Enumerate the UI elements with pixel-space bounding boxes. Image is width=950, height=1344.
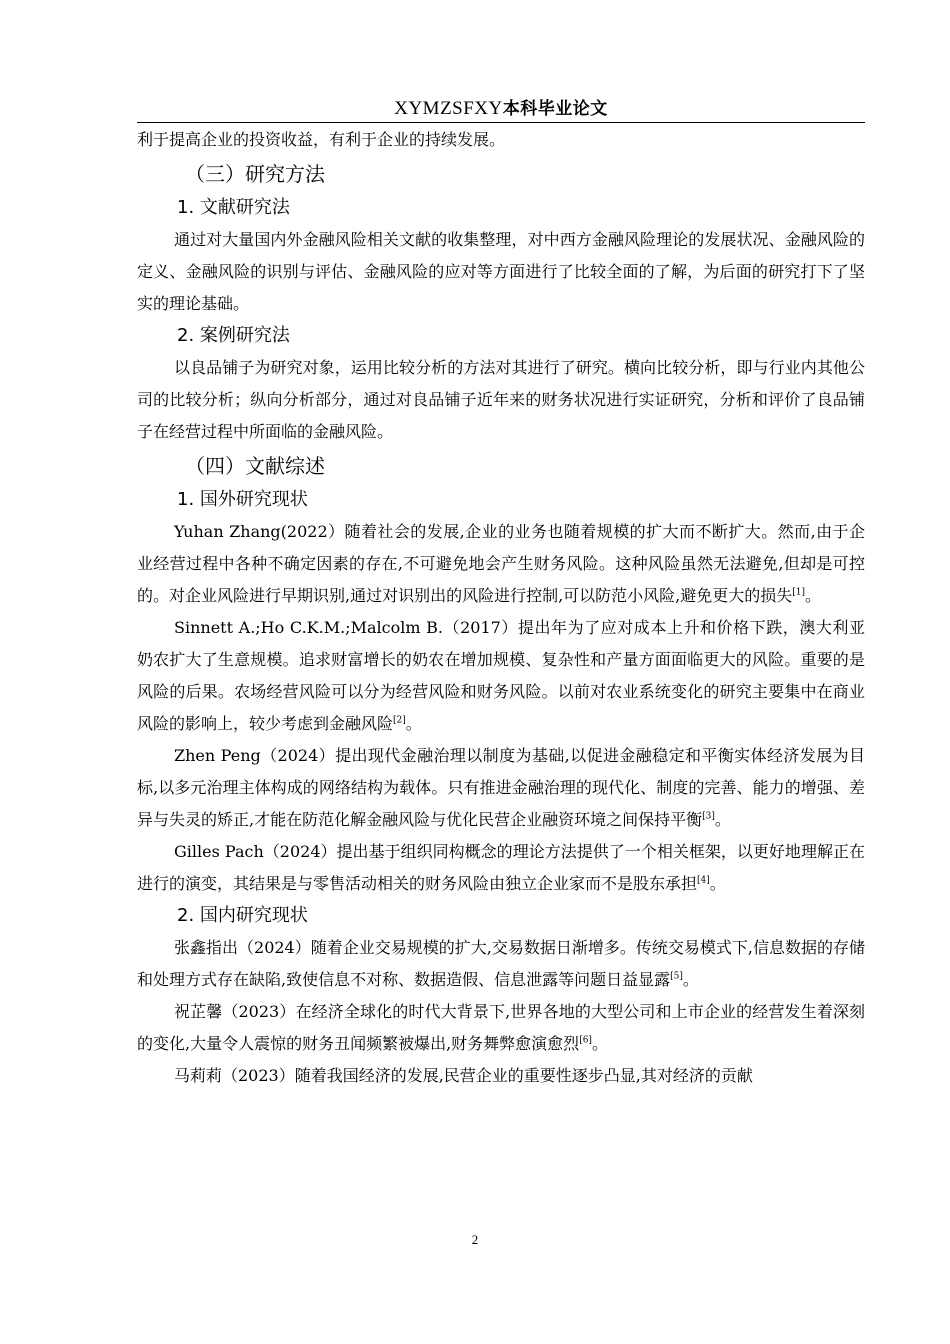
citation-6: [6] <box>579 1035 592 1046</box>
paragraph-text: 祝芷馨（2023）在经济全球化的时代大背景下,世界各地的大型公司和上市企业的经营发生着深刻的变化,大量令人震惊的财务丑闻频繁被爆出,财务舞弊愈演愈烈 <box>137 1002 865 1053</box>
citation-2: [2] <box>393 715 406 726</box>
paragraph-text: Gilles Pach（2024）提出基于组织同构概念的理论方法提供了一个相关框架，以更好地理解正在进行的演变，其结果是与零售活动相关的财务风险由独立企业家而不是股东承担 <box>137 842 865 893</box>
citation-4: [4] <box>697 875 710 886</box>
citation-1: [1] <box>792 587 806 598</box>
paragraph-end: 。 <box>709 874 726 893</box>
paragraph-ref-6 <box>137 996 865 1060</box>
paragraph-ref-4 <box>137 836 865 900</box>
paragraph-text: Yuhan Zhang(2022）随着社会的发展,企业的业务也随着规模的扩大而不断扩大。然而,由于企业经营过程中各种不确定因素的存在,不可避免地会产生财务风险。这种风险虽然无法避免,但却是可控的。对企业风险进行早期识别,通过对识别出的风险进行控制,可以防范小风险,避免更大的损失 <box>137 522 865 605</box>
paragraph-text: 张鑫指出（2024）随着企业交易规模的扩大,交易数据日渐增多。传统交易模式下,信息数据的存储和处理方式存在缺陷,致使信息不对称、数据造假、信息泄露等问题日益显露 <box>137 938 865 989</box>
section-heading-literature-review: （四）文献综述 <box>185 454 325 478</box>
header-chinese: 本科毕业论文 <box>502 99 608 119</box>
page-header <box>137 96 865 123</box>
header-title <box>394 98 608 119</box>
page-number: 2 <box>471 1232 479 1247</box>
paragraph-ref-5 <box>137 932 865 996</box>
section-heading-methods: （三）研究方法 <box>185 162 325 186</box>
subheading-literature-method: 1. 文献研究法 <box>177 197 290 218</box>
paragraph-ref-2 <box>137 612 865 740</box>
paragraph-end: 。 <box>591 1034 608 1053</box>
paragraph-end: 。 <box>805 586 822 605</box>
paragraph-ref-3 <box>137 740 865 836</box>
citation-3: [3] <box>702 811 715 822</box>
paragraph-end: 。 <box>405 714 422 733</box>
paragraph-continued: 利于提高企业的投资收益，有利于企业的持续发展。 <box>137 130 506 149</box>
paragraph-text: Zhen Peng（2024）提出现代金融治理以制度为基础,以促进金融稳定和平衡实体经济发展为目标,以多元治理主体构成的网络结构为载体。只有推进金融治理的现代化、制度的完善、能力的增强、差异与失灵的矫正,才能在防范化解金融风险与优化民营企业融资环境之间保持平衡 <box>137 746 865 829</box>
subheading-domestic-research: 2. 国内研究现状 <box>177 905 308 926</box>
citation-5: [5] <box>670 971 683 982</box>
paragraph-literature-method: 通过对大量国内外金融风险相关文献的收集整理，对中西方金融风险理论的发展状况、金融风险的定义、金融风险的识别与评估、金融风险的应对等方面进行了比较全面的了解，为后面的研究打下了坚实的理论基础。 <box>137 230 865 313</box>
subheading-case-method: 2. 案例研究法 <box>177 325 290 346</box>
subheading-foreign-research: 1. 国外研究现状 <box>177 489 308 510</box>
paragraph-end: 。 <box>682 970 699 989</box>
page-body <box>137 124 865 1092</box>
header-latin: XYMZSFXY <box>394 98 503 119</box>
paragraph-truncated: 马莉莉（2023）随着我国经济的发展,民营企业的重要性逐步凸显,其对经济的贡献 <box>174 1066 753 1085</box>
paragraph-end: 。 <box>714 810 731 829</box>
paragraph-text: Sinnett A.;Ho C.K.M.;Malcolm B.（2017）提出年为了应对成本上升和价格下跌，澳大利亚奶农扩大了生意规模。追求财富增长的奶农在增加规模、复杂性和产量方面面临更大的风险。重要的是风险的后果。农场经营风险可以分为经营风险和财务风险。以前对农业系统变化的研究主要集中在商业风险的影响上，较少考虑到金融风险 <box>137 618 865 733</box>
paragraph-ref-1 <box>137 516 865 612</box>
paragraph-case-method: 以良品铺子为研究对象，运用比较分析的方法对其进行了研究。横向比较分析，即与行业内其他公司的比较分析；纵向分析部分，通过对良品铺子近年来的财务状况进行实证研究，分析和评价了良品铺子在经营过程中所面临的金融风险。 <box>137 358 865 441</box>
